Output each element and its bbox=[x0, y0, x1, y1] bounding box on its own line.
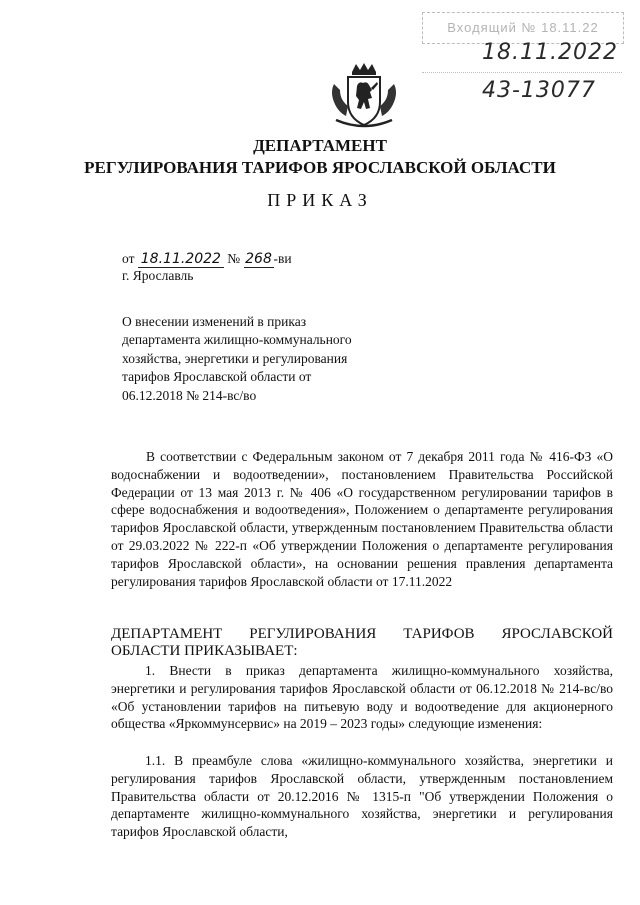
order-subject: О внесении изменений в приказ департамента жилищно-коммунального хозяйства, энергетики и регулирования тарифов Ярославской области от 06.12.2018 № 214-вс/во bbox=[122, 314, 352, 403]
department-title-line1: ДЕПАРТАМЕНТ bbox=[253, 136, 387, 155]
order-number-label: № bbox=[227, 251, 241, 266]
coat-of-arms-icon bbox=[326, 62, 402, 130]
order-date-number bbox=[122, 251, 292, 268]
registration-date: 18.11.2022 bbox=[482, 40, 618, 65]
order-date: 18.11.2022 bbox=[138, 251, 224, 268]
preamble-paragraph: В соответствии с Федеральным законом от 7 декабря 2011 года № 416-ФЗ «О водоснабжении и водоотведении», постановлением Правительства Российской Федерации от 13 мая 2013 г. № 406 «О государственном регулировании тарифов в сфере водоснабжения и водоотведения», Положением о департаменте регулирования тарифов Ярославской области, утвержденным постановлением Правительства области от 29.03.2022 № 222-п «Об утверждении Положения о департаменте регулирования тарифов Ярославской области», на основании решения правления департамента регулирования тарифов Ярославской области от 17.11.2022 bbox=[111, 449, 613, 589]
item-1-1-paragraph: 1.1. В преамбуле слова «жилищно-коммунального хозяйства, энергетики и регулирования тарифов Ярославской области, утвержденным постановлением Правительства области от 20.12.2016 № 1315-п "Об утверждении Положения о департаменте жилищно-коммунального хозяйства, энергетики и регулирования тарифов Ярославской области, bbox=[111, 753, 613, 840]
registration-stamp: Входящий № 18.11.22 bbox=[422, 12, 624, 44]
registration-number: 43-13077 bbox=[482, 78, 596, 103]
document-type: ПРИКАЗ bbox=[267, 190, 373, 210]
order-number: 268 bbox=[245, 251, 272, 267]
stamp-divider bbox=[422, 72, 622, 73]
department-title-line2: РЕГУЛИРОВАНИЯ ТАРИФОВ ЯРОСЛАВСКОЙ ОБЛАСТИ bbox=[84, 158, 556, 177]
order-from-label: от bbox=[122, 251, 135, 266]
order-number-suffix: -ви bbox=[273, 251, 292, 266]
order-city: г. Ярославль bbox=[122, 268, 194, 283]
decree-line-2: ОБЛАСТИ ПРИКАЗЫВАЕТ: bbox=[111, 643, 298, 659]
decree-line-1: ДЕПАРТАМЕНТ РЕГУЛИРОВАНИЯ ТАРИФОВ ЯРОСЛАВСКОЙ bbox=[111, 626, 613, 642]
item-1-paragraph: 1. Внести в приказ департамента жилищно-коммунального хозяйства, энергетики и регулирования тарифов Ярославской области от 06.12.2018 № 214-вс/во «Об установлении тарифов на питьевую воду и водоотведение для акционерного общества «Яркоммунсервис» на 2019 – 2023 годы» следующие изменения: bbox=[111, 663, 613, 732]
